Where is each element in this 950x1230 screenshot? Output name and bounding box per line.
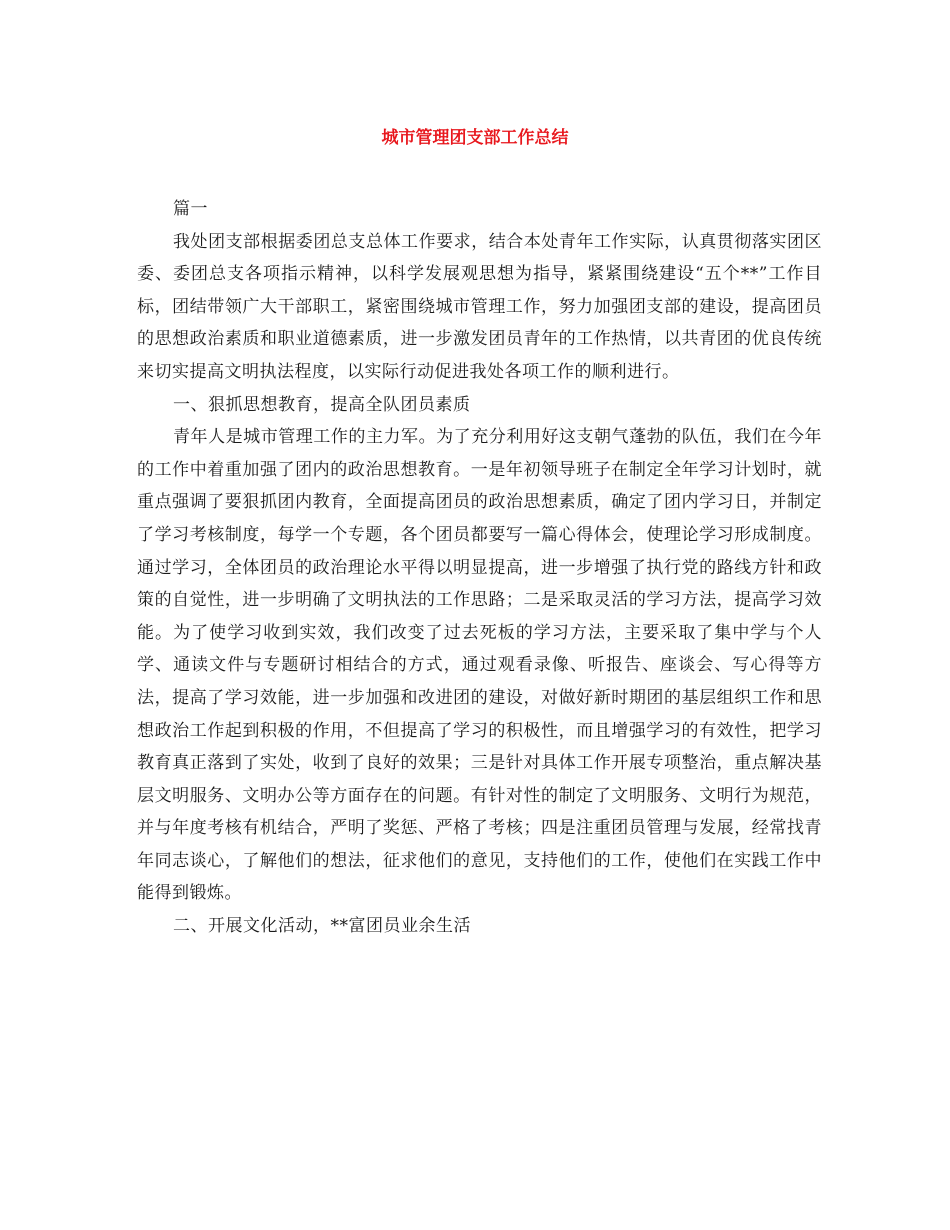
document-title: 城市管理团支部工作总结 <box>381 128 569 148</box>
section-heading-1: 一、狠抓思想教育，提高全队团员素质 <box>173 394 471 415</box>
section-1-paragraph: 青年人是城市管理工作的主力军。为了充分利用好这支朝气蓬勃的队伍，我们在今年的工作中着重加强了团内的政治思想教育。一是年初领导班子在制定全年学习计划时，就重点强调了要狠抓团内教育，全面提高团员的政治思想素质，确定了团内学习日，并制定了学习考核制度，每学一个专题，各个团员都要写一篇心得体会，使理论学习形成制度。通过学习，全体团员的政治理论水平得以明显提高，进一步增强了执行党的路线方针和政策的自觉性，进一步明确了文明执法的工作思路；二是采取灵活的学习方法，提高学习效能。为了使学习收到实效，我们改变了过去死板的学习方法，主要采取了集中学与个人学、通读文件与专题研讨相结合的方式，通过观看录像、听报告、座谈会、写心得等方法，提高了学习效能，进一步加强和改进团的建设，对做好新时期团的基层组织工作和思想政治工作起到积极的作用，不但提高了学习的积极性，而且增强学习的有效性，把学习教育真正落到了实处，收到了良好的效果；三是针对具体工作开展专项整治，重点解决基层文明服务、文明办公等方面存在的问题。有针对性的制定了文明服务、文明行为规范，并与年度考核有机结合，严明了奖惩、严格了考核；四是注重团员管理与发展，经常找青年同志谈心，了解他们的想法，征求他们的意见，支持他们的工作，使他们在实践工作中能得到锻炼。 <box>137 427 822 904</box>
intro-paragraph: 我处团支部根据委团总支总体工作要求，结合本处青年工作实际，认真贯彻落实团区委、委团总支各项指示精神，以科学发展观思想为指导，紧紧围绕建设“五个**”工作目标，团结带领广大干部职工，紧密围绕城市管理工作，努力加强团支部的建设，提高团员的思想政治素质和职业道德素质，进一步激发团员青年的工作热情，以共青团的优良传统来切实提高文明执法程度，以实际行动促进我处各项工作的顺利进行。 <box>137 231 822 382</box>
section-label: 篇一 <box>173 199 208 219</box>
document-body <box>137 193 822 943</box>
section-heading-2: 二、开展文化活动，**富团员业余生活 <box>173 916 471 937</box>
